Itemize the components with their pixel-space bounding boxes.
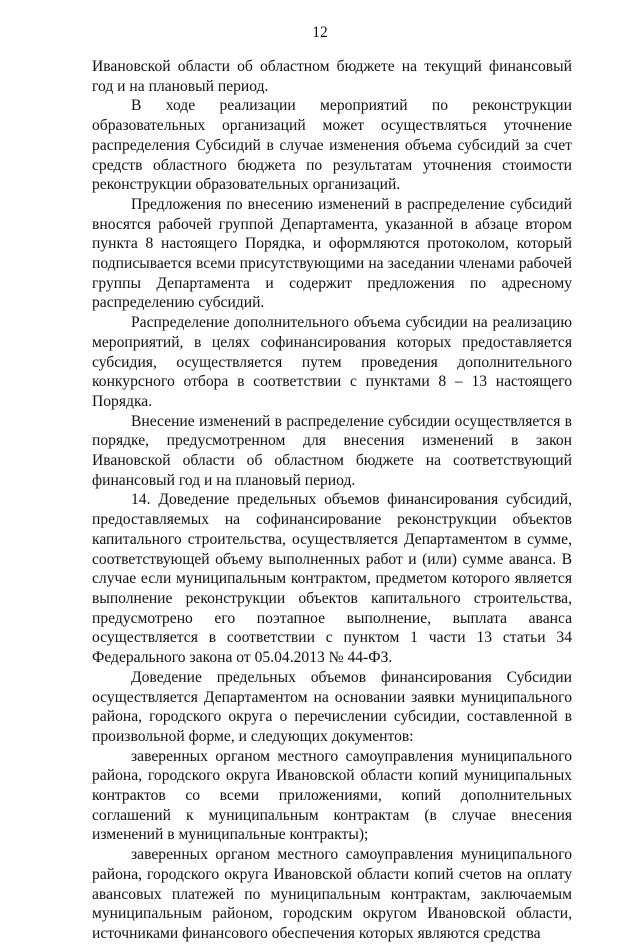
paragraph: Ивановской области об областном бюджете на текущий финансовый год и на плановый период. <box>92 58 572 95</box>
paragraph: 14. Доведение предельных объемов финансирования субсидий, предоставляемых на софинансирование реконструкции объектов капитального строительства, осуществляется Департаментом в сумме, соответствующей объему выполненных работ и (или) сумме аванса. В случае если муниципальным контрактом, предметом которого является выполнение реконструкции объектов капитального строительства, предусмотрено его поэтапное выполнение, выплата аванса осуществляется в соответствии с пунктом 1 части 13 статьи 34 Федерального закона от 05.04.2013 № 44-ФЗ. <box>92 491 572 667</box>
paragraph: Внесение изменений в распределение субсидии осуществляется в порядке, предусмотренном для внесения изменений в закон Ивановской области об областном бюджете на соответствующий финансовый год и на плановый период. <box>92 412 572 489</box>
paragraph: заверенных органом местного самоуправления муниципального района, городского округа Ивановской области копий муниципальных контрактов со всеми приложениями, копий дополнительных соглашений к муниципальным контрактам (в случае внесения изменений в муниципальные контракты); <box>92 747 572 844</box>
paragraph: Доведение предельных объемов финансирования Субсидии осуществляется Департаментом на основании заявки муниципального района, городского округа о перечислении субсидии, составленной в произвольной форме, и следующих документов: <box>92 668 572 745</box>
paragraph: заверенных органом местного самоуправления муниципального района, городского округа Ивановской области копий счетов на оплату авансовых платежей по муниципальным контрактам, заключаемым муниципальным районом, городским округом Ивановской области, источниками финансового обеспечения которых являются средства <box>92 846 572 942</box>
paragraph: В ходе реализации мероприятий по реконструкции образовательных организаций может осуществляться уточнение распределения Субсидий в случае изменения объема субсидий за счет средств областного бюджета по результатам уточнения стоимости реконструкции образовательных организаций. <box>92 97 572 194</box>
paragraph: Предложения по внесению изменений в распределение субсидий вносятся рабочей группой Департамента, указанной в абзаце втором пункта 8 настоящего Порядка, и оформляются протоколом, который подписывается всеми присутствующими на заседании членами рабочей группы Департамента и содержит предложения по адресному распределению субсидий. <box>92 195 572 312</box>
paragraph: Распределение дополнительного объема субсидии на реализацию мероприятий, в целях софинансирования которых предоставляется субсидия, осуществляется путем проведения дополнительного конкурсного отбора в соответствии с пунктами 8 – 13 настоящего Порядка. <box>92 314 572 410</box>
page-number: 12 <box>312 24 328 41</box>
document-body <box>92 57 572 944</box>
